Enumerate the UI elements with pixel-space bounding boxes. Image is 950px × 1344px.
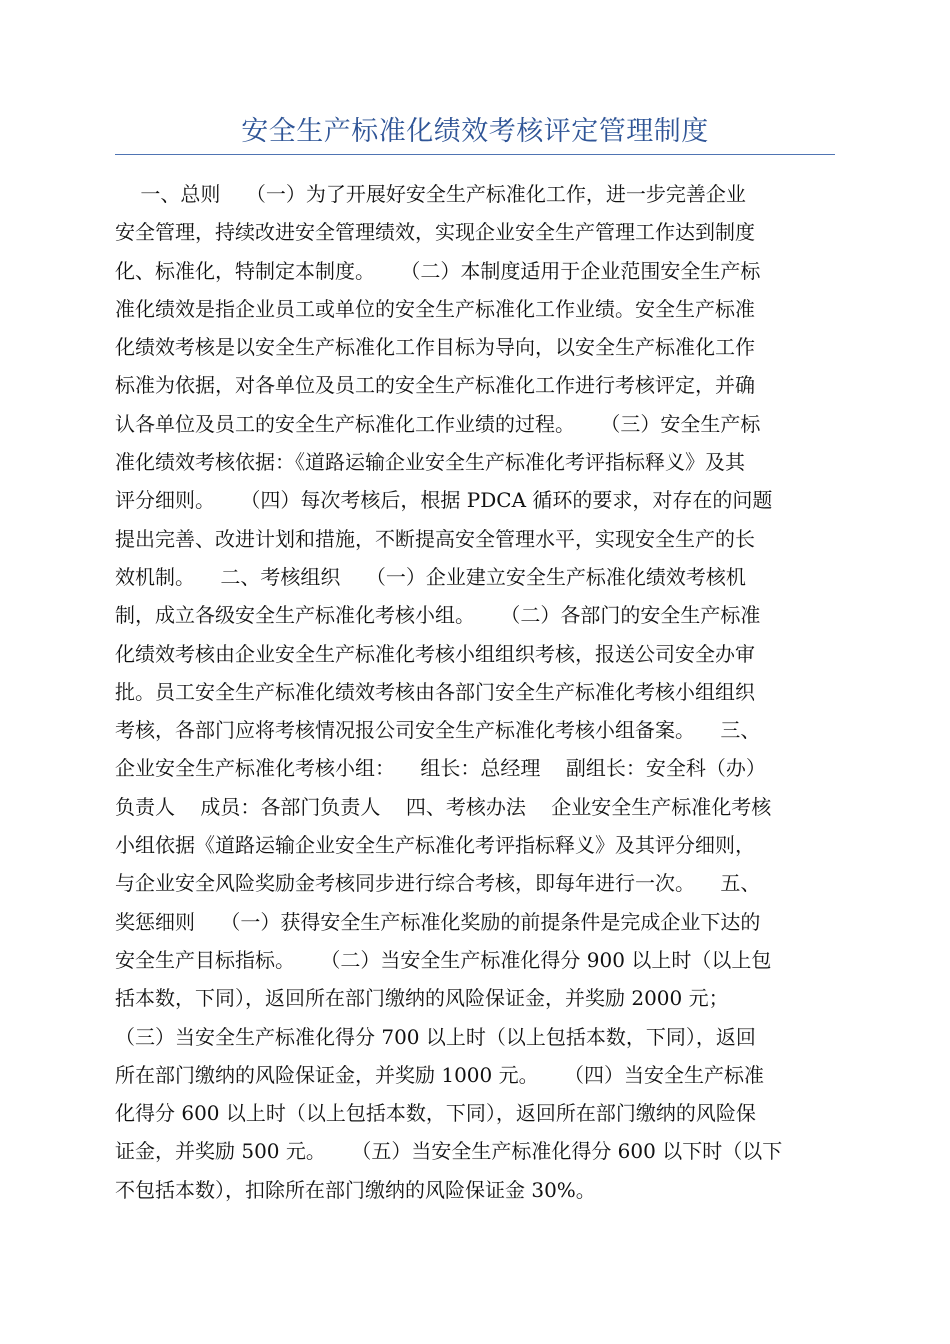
body-line: 化得分 600 以上时（以上包括本数，下同），返回所在部门缴纳的风险保 bbox=[115, 1101, 756, 1126]
title-underline bbox=[115, 154, 835, 155]
body-line: 评分细则。 （四）每次考核后，根据 PDCA 循环的要求，对存在的问题 bbox=[115, 488, 773, 513]
body-line: 安全生产目标指标。 （二）当安全生产标准化得分 900 以上时（以上包 bbox=[115, 947, 772, 972]
body-line: 企业安全生产标准化考核小组： 组长：总经理 副组长：安全科（办） bbox=[115, 756, 766, 781]
body-line: 括本数，下同），返回所在部门缴纳的风险保证金，并奖励 2000 元； bbox=[115, 986, 729, 1011]
body-line: 考核，各部门应将考核情况报公司安全生产标准化考核小组备案。 三、 bbox=[115, 718, 761, 743]
body-line: 准化绩效考核依据：《道路运输企业安全生产标准化考评指标释义》及其 bbox=[115, 450, 745, 475]
body-line: 所在部门缴纳的风险保证金，并奖励 1000 元。 （四）当安全生产标准 bbox=[115, 1062, 765, 1087]
document-title: 安全生产标准化绩效考核评定管理制度 bbox=[241, 116, 709, 147]
body-line: 奖惩细则 （一）获得安全生产标准化奖励的前提条件是完成企业下达的 bbox=[115, 909, 761, 934]
body-line: 安全管理，持续改进安全管理绩效，实现企业安全生产管理工作达到制度 bbox=[115, 220, 755, 245]
body-line: 小组依据《道路运输企业安全生产标准化考评指标释义》及其评分细则， bbox=[115, 833, 755, 858]
body-line: 效机制。 二、考核组织 （一）企业建立安全生产标准化绩效考核机 bbox=[115, 564, 746, 589]
body-line: 标准为依据，对各单位及员工的安全生产标准化工作进行考核评定，并确 bbox=[115, 373, 755, 398]
body-line: 批。员工安全生产标准化绩效考核由各部门安全生产标准化考核小组组织 bbox=[115, 679, 755, 704]
body-line: 化绩效考核由企业安全生产标准化考核小组组织考核，报送公司安全办审 bbox=[115, 641, 755, 666]
body-line: 证金，并奖励 500 元。 （五）当安全生产标准化得分 600 以下时（以下 bbox=[115, 1139, 783, 1164]
body-line: 化、标准化，特制定本制度。 （二）本制度适用于企业范围安全生产标 bbox=[115, 258, 761, 283]
body-line: 一、总则 （一）为了开展好安全生产标准化工作，进一步完善企业 bbox=[115, 182, 746, 206]
body-line: 准化绩效是指企业员工或单位的安全生产标准化工作业绩。安全生产标准 bbox=[115, 296, 755, 321]
body-line: 提出完善、改进计划和措施，不断提高安全管理水平，实现安全生产的长 bbox=[115, 526, 755, 551]
document-body bbox=[115, 175, 845, 1209]
body-line: 化绩效考核是以安全生产标准化工作目标为导向，以安全生产标准化工作 bbox=[115, 335, 755, 360]
body-line: （三）当安全生产标准化得分 700 以上时（以上包括本数，下同），返回 bbox=[115, 1024, 756, 1049]
body-line: 制，成立各级安全生产标准化考核小组。 （二）各部门的安全生产标准 bbox=[115, 603, 761, 628]
body-line: 与企业安全风险奖励金考核同步进行综合考核，即每年进行一次。 五、 bbox=[115, 871, 761, 896]
body-line: 负责人 成员：各部门负责人 四、考核办法 企业安全生产标准化考核 bbox=[115, 794, 772, 819]
body-line: 不包括本数），扣除所在部门缴纳的风险保证金 30%。 bbox=[115, 1177, 596, 1202]
body-line: 认各单位及员工的安全生产标准化工作业绩的过程。 （三）安全生产标 bbox=[115, 411, 761, 436]
